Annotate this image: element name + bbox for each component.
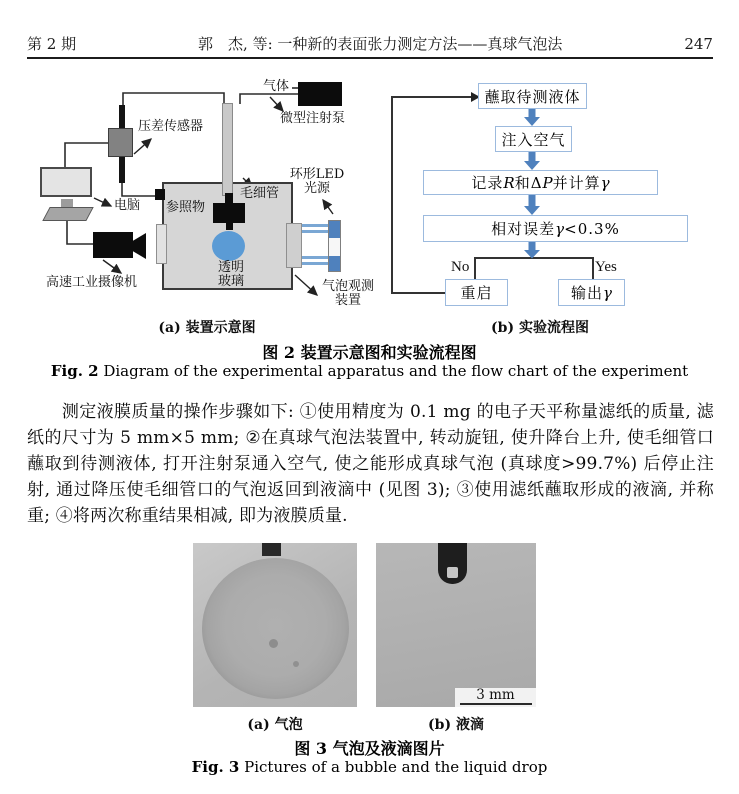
- journal-issue: 第 2 期: [27, 35, 77, 53]
- fig2-caption-en: [0, 362, 739, 380]
- fig3-caption-en-text: Pictures of a bubble and the liquid drop: [244, 758, 548, 776]
- label-glass-line2: 玻璃: [217, 274, 244, 289]
- flow-no-label: No: [451, 259, 470, 275]
- fig3-caption-en-label: Fig. 3: [191, 758, 240, 776]
- bubble-photo-spot2: [293, 661, 299, 667]
- flow-step4-t0: 相对误差: [491, 220, 556, 238]
- label-ring-led-line1: 环形LED: [289, 167, 345, 182]
- keyboard: [42, 207, 93, 221]
- flow-restart: [445, 279, 508, 306]
- label-pressure-sensor: 压差传感器: [138, 119, 204, 134]
- flow-step3-v3: P: [542, 173, 553, 192]
- flow-step3-t4: 并计算: [552, 174, 601, 192]
- fig2b-caption: (b) 实验流程图: [491, 320, 589, 336]
- page-number: 247: [684, 35, 713, 53]
- flow-output-t0: 输出: [571, 284, 604, 302]
- fig2a-caption: (a) 装置示意图: [158, 320, 256, 336]
- led-beam-1: [302, 224, 328, 227]
- fig3b-caption: (b) 液滴: [428, 717, 484, 733]
- label-observe-line2: 装置: [334, 293, 361, 308]
- reference-tail: [226, 223, 233, 230]
- chamber-port: [155, 189, 165, 200]
- photo-bubble: [193, 543, 357, 707]
- flow-restart-text: 重启: [460, 284, 493, 302]
- flow-output: [558, 279, 625, 306]
- flow-step4-v1: γ: [555, 219, 565, 238]
- label-ring-led: [288, 168, 346, 196]
- label-capillary: 毛细管: [240, 186, 280, 201]
- flow-step2-text: 注入空气: [501, 130, 566, 149]
- label-glass: [207, 261, 255, 289]
- flow-step1-text: 蘸取待测液体: [484, 87, 581, 106]
- label-glass-line1: 透明: [217, 260, 244, 275]
- flow-step4-t2: <0.3%: [564, 219, 620, 238]
- fig2-caption-en-label: Fig. 2: [50, 362, 99, 380]
- body-paragraph: 测定液膜质量的操作步骤如下: ①使用精度为 0.1 mg 的电子天平称量滤纸的质量, 滤纸的尺寸为 5 mm×5 mm; ②在真球气泡法装置中, 转动旋钮, 使升降台上升, 使毛细管口蘸取到待测液体, 打开注射泵通入空气, 使之能形成真球气泡 (真球度>99.7%) 后停止注射, 通过降压使毛细管口的气泡返回到液滴中 (见图 3); ③使用滤纸蘸取形成的液滴, 并称重; ④将两次称重结果相减, 即为液膜质量.: [27, 402, 714, 526]
- scale-bar-line: [460, 703, 532, 705]
- fig3-caption-en: [0, 758, 739, 776]
- photo-droplet: [376, 543, 536, 707]
- label-observe: [316, 280, 380, 308]
- computer-monitor: [40, 167, 92, 197]
- fig2-caption-en-text: Diagram of the experimental apparatus and the flow chart of the experiment: [103, 362, 689, 380]
- flow-step1: [478, 83, 587, 109]
- glass-window-right: [286, 223, 302, 268]
- flow-yes-label: Yes: [595, 259, 617, 275]
- bubble-photo-spot1: [269, 639, 278, 648]
- label-ring-led-line2: 光源: [303, 181, 330, 196]
- scale-bar-box: [455, 688, 536, 707]
- led-beam-2: [302, 230, 328, 233]
- led-beam-4: [302, 262, 328, 265]
- capillary-tube: [222, 103, 233, 196]
- fig2-caption-cn: 图 2 装置示意图和实验流程图: [262, 343, 477, 362]
- flow-step4: [423, 215, 688, 242]
- led-beam-3: [302, 256, 328, 259]
- camera-body: [93, 232, 133, 258]
- label-camera: 高速工业摄像机: [46, 275, 138, 290]
- flow-step3: [423, 170, 658, 195]
- flow-step3-t0: 记录: [471, 174, 504, 192]
- label-reference: 参照物: [166, 200, 206, 215]
- scale-bar-label: 3 mm: [476, 687, 515, 703]
- flow-step3-v5: γ: [600, 173, 610, 192]
- flow-step2: [495, 126, 572, 152]
- droplet-photo-drop: [447, 567, 458, 578]
- flow-step3-t2: 和Δ: [514, 174, 543, 192]
- bubble-droplet: [212, 231, 245, 261]
- flow-step3-v1: R: [503, 173, 515, 192]
- ring-led-bar: [328, 220, 341, 272]
- fig3-caption-cn: 图 3 气泡及液滴图片: [294, 739, 445, 758]
- flow-output-v1: γ: [603, 283, 612, 302]
- label-computer: 电脑: [114, 198, 141, 213]
- fig3a-caption: (a) 气泡: [247, 717, 303, 733]
- bubble-photo-circle: [202, 558, 349, 699]
- reference-body: [213, 203, 245, 223]
- bubble-photo-capillary-tip: [262, 543, 281, 556]
- pressure-sensor-box: [108, 128, 133, 157]
- running-title: 郭 杰, 等: 一种新的表面张力测定方法——真球气泡法: [198, 35, 563, 53]
- label-syringe-pump: 微型注射泵: [280, 111, 346, 126]
- label-gas: 气体: [263, 79, 290, 94]
- syringe-pump-box: [298, 82, 342, 106]
- glass-window-left: [156, 224, 167, 264]
- label-observe-line1: 气泡观测: [321, 279, 374, 294]
